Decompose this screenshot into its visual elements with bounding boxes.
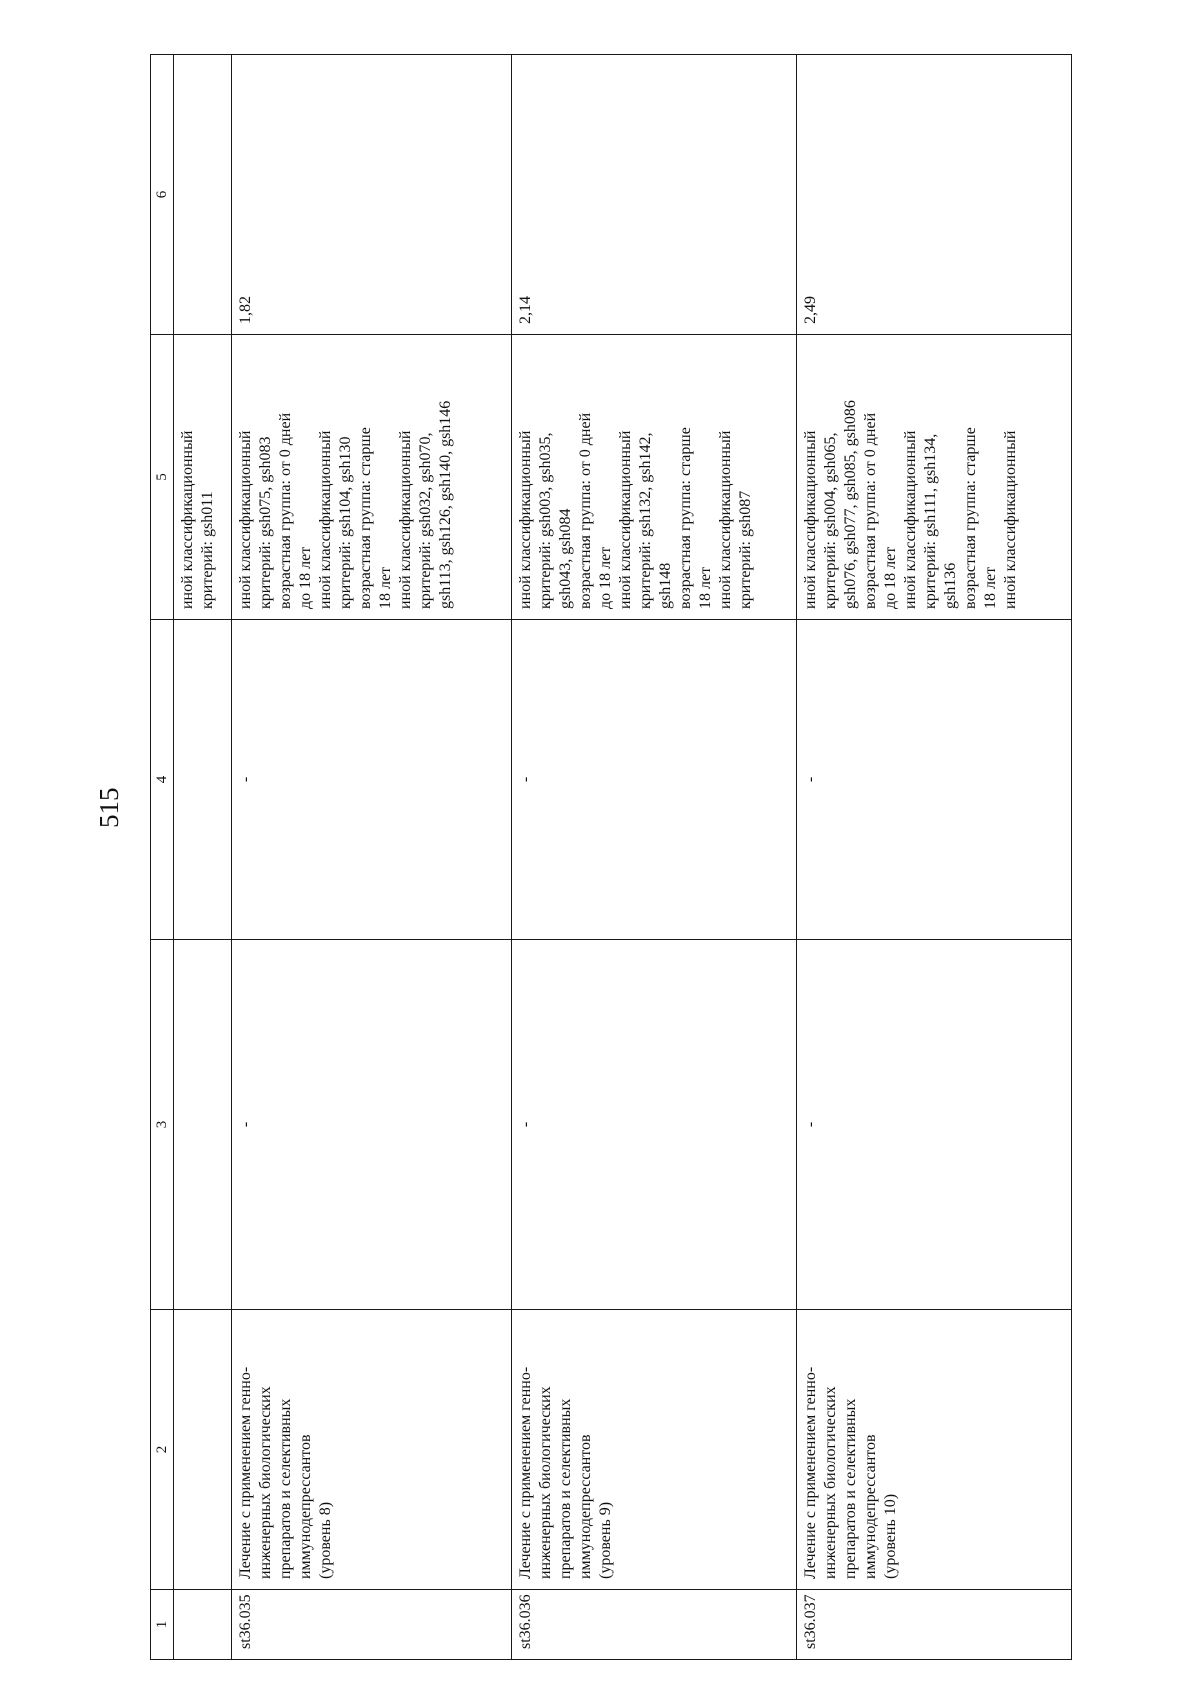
table-row bbox=[512, 55, 797, 1660]
row-col4: - bbox=[232, 620, 512, 940]
row-coefficient: 1,82 bbox=[232, 55, 512, 335]
continuation-criteria bbox=[174, 335, 232, 620]
row-col4: - bbox=[797, 620, 1072, 940]
col-number-4: 4 bbox=[151, 620, 174, 940]
row-criteria bbox=[232, 335, 512, 620]
table-row bbox=[797, 55, 1072, 1660]
col-number-5: 5 bbox=[151, 335, 174, 620]
name-text: Лечение с применением генно- инженерных биологических препаратов и селективных иммунодепрессантов (уровень 9) bbox=[517, 1366, 614, 1579]
row-coefficient: 2,14 bbox=[512, 55, 797, 335]
cell-empty bbox=[174, 1310, 232, 1590]
row-name bbox=[512, 1310, 797, 1590]
row-criteria bbox=[797, 335, 1072, 620]
row-name bbox=[797, 1310, 1072, 1590]
cell-empty bbox=[174, 1590, 232, 1660]
col-number-1: 1 bbox=[151, 1590, 174, 1660]
page-number: 515 bbox=[94, 787, 124, 828]
row-name bbox=[232, 1310, 512, 1590]
tariff-table bbox=[150, 54, 1072, 1660]
col-number-6: 6 bbox=[151, 55, 174, 335]
cell-empty bbox=[174, 940, 232, 1310]
row-code: st36.037 bbox=[797, 1590, 1072, 1660]
row-col4: - bbox=[512, 620, 797, 940]
row-col3: - bbox=[797, 940, 1072, 1310]
row-col3: - bbox=[232, 940, 512, 1310]
criteria-text: иной классификационный критерий: gsh011 bbox=[179, 430, 216, 609]
row-col3: - bbox=[512, 940, 797, 1310]
row-coefficient: 2,49 bbox=[797, 55, 1072, 335]
cell-empty bbox=[174, 620, 232, 940]
name-text: Лечение с применением генно- инженерных биологических препаратов и селективных иммунодепрессантов (уровень 8) bbox=[237, 1366, 334, 1579]
continuation-row bbox=[174, 55, 232, 1660]
name-text: Лечение с применением генно- инженерных биологических препаратов и селективных иммунодепрессантов (уровень 10) bbox=[802, 1366, 899, 1579]
row-code: st36.035 bbox=[232, 1590, 512, 1660]
table-row bbox=[232, 55, 512, 1660]
row-code: st36.036 bbox=[512, 1590, 797, 1660]
criteria-text: иной классификационный критерий: gsh004, gsh065, gsh076, gsh077, gsh085, gsh086 возрастная группа: от 0 дней до 18 лет иной классификационный критерий: gsh111, gsh134, gsh136 возрастная группа: старше 18 лет иной классификационный bbox=[802, 400, 1019, 609]
rotated-table-frame bbox=[150, 55, 1070, 1660]
criteria-text: иной классификационный критерий: gsh003, gsh035, gsh043, gsh084 возрастная группа: от 0 дней до 18 лет иной классификационный критерий: gsh132, gsh142, gsh148 возрастная группа: старше 18 лет иной классификационный критерий: gsh087 bbox=[517, 412, 754, 609]
col-number-3: 3 bbox=[151, 940, 174, 1310]
row-criteria bbox=[512, 335, 797, 620]
column-number-row bbox=[151, 55, 174, 1660]
cell-empty bbox=[174, 55, 232, 335]
criteria-text: иной классификационный критерий: gsh075, gsh083 возрастная группа: от 0 дней до 18 лет иной классификационный критерий: gsh104, gsh130 возрастная группа: старше 18 лет иной классификационный критерий: gsh032, gsh070, gsh113, gsh126, gsh140, gsh146 bbox=[237, 400, 454, 609]
col-number-2: 2 bbox=[151, 1310, 174, 1590]
